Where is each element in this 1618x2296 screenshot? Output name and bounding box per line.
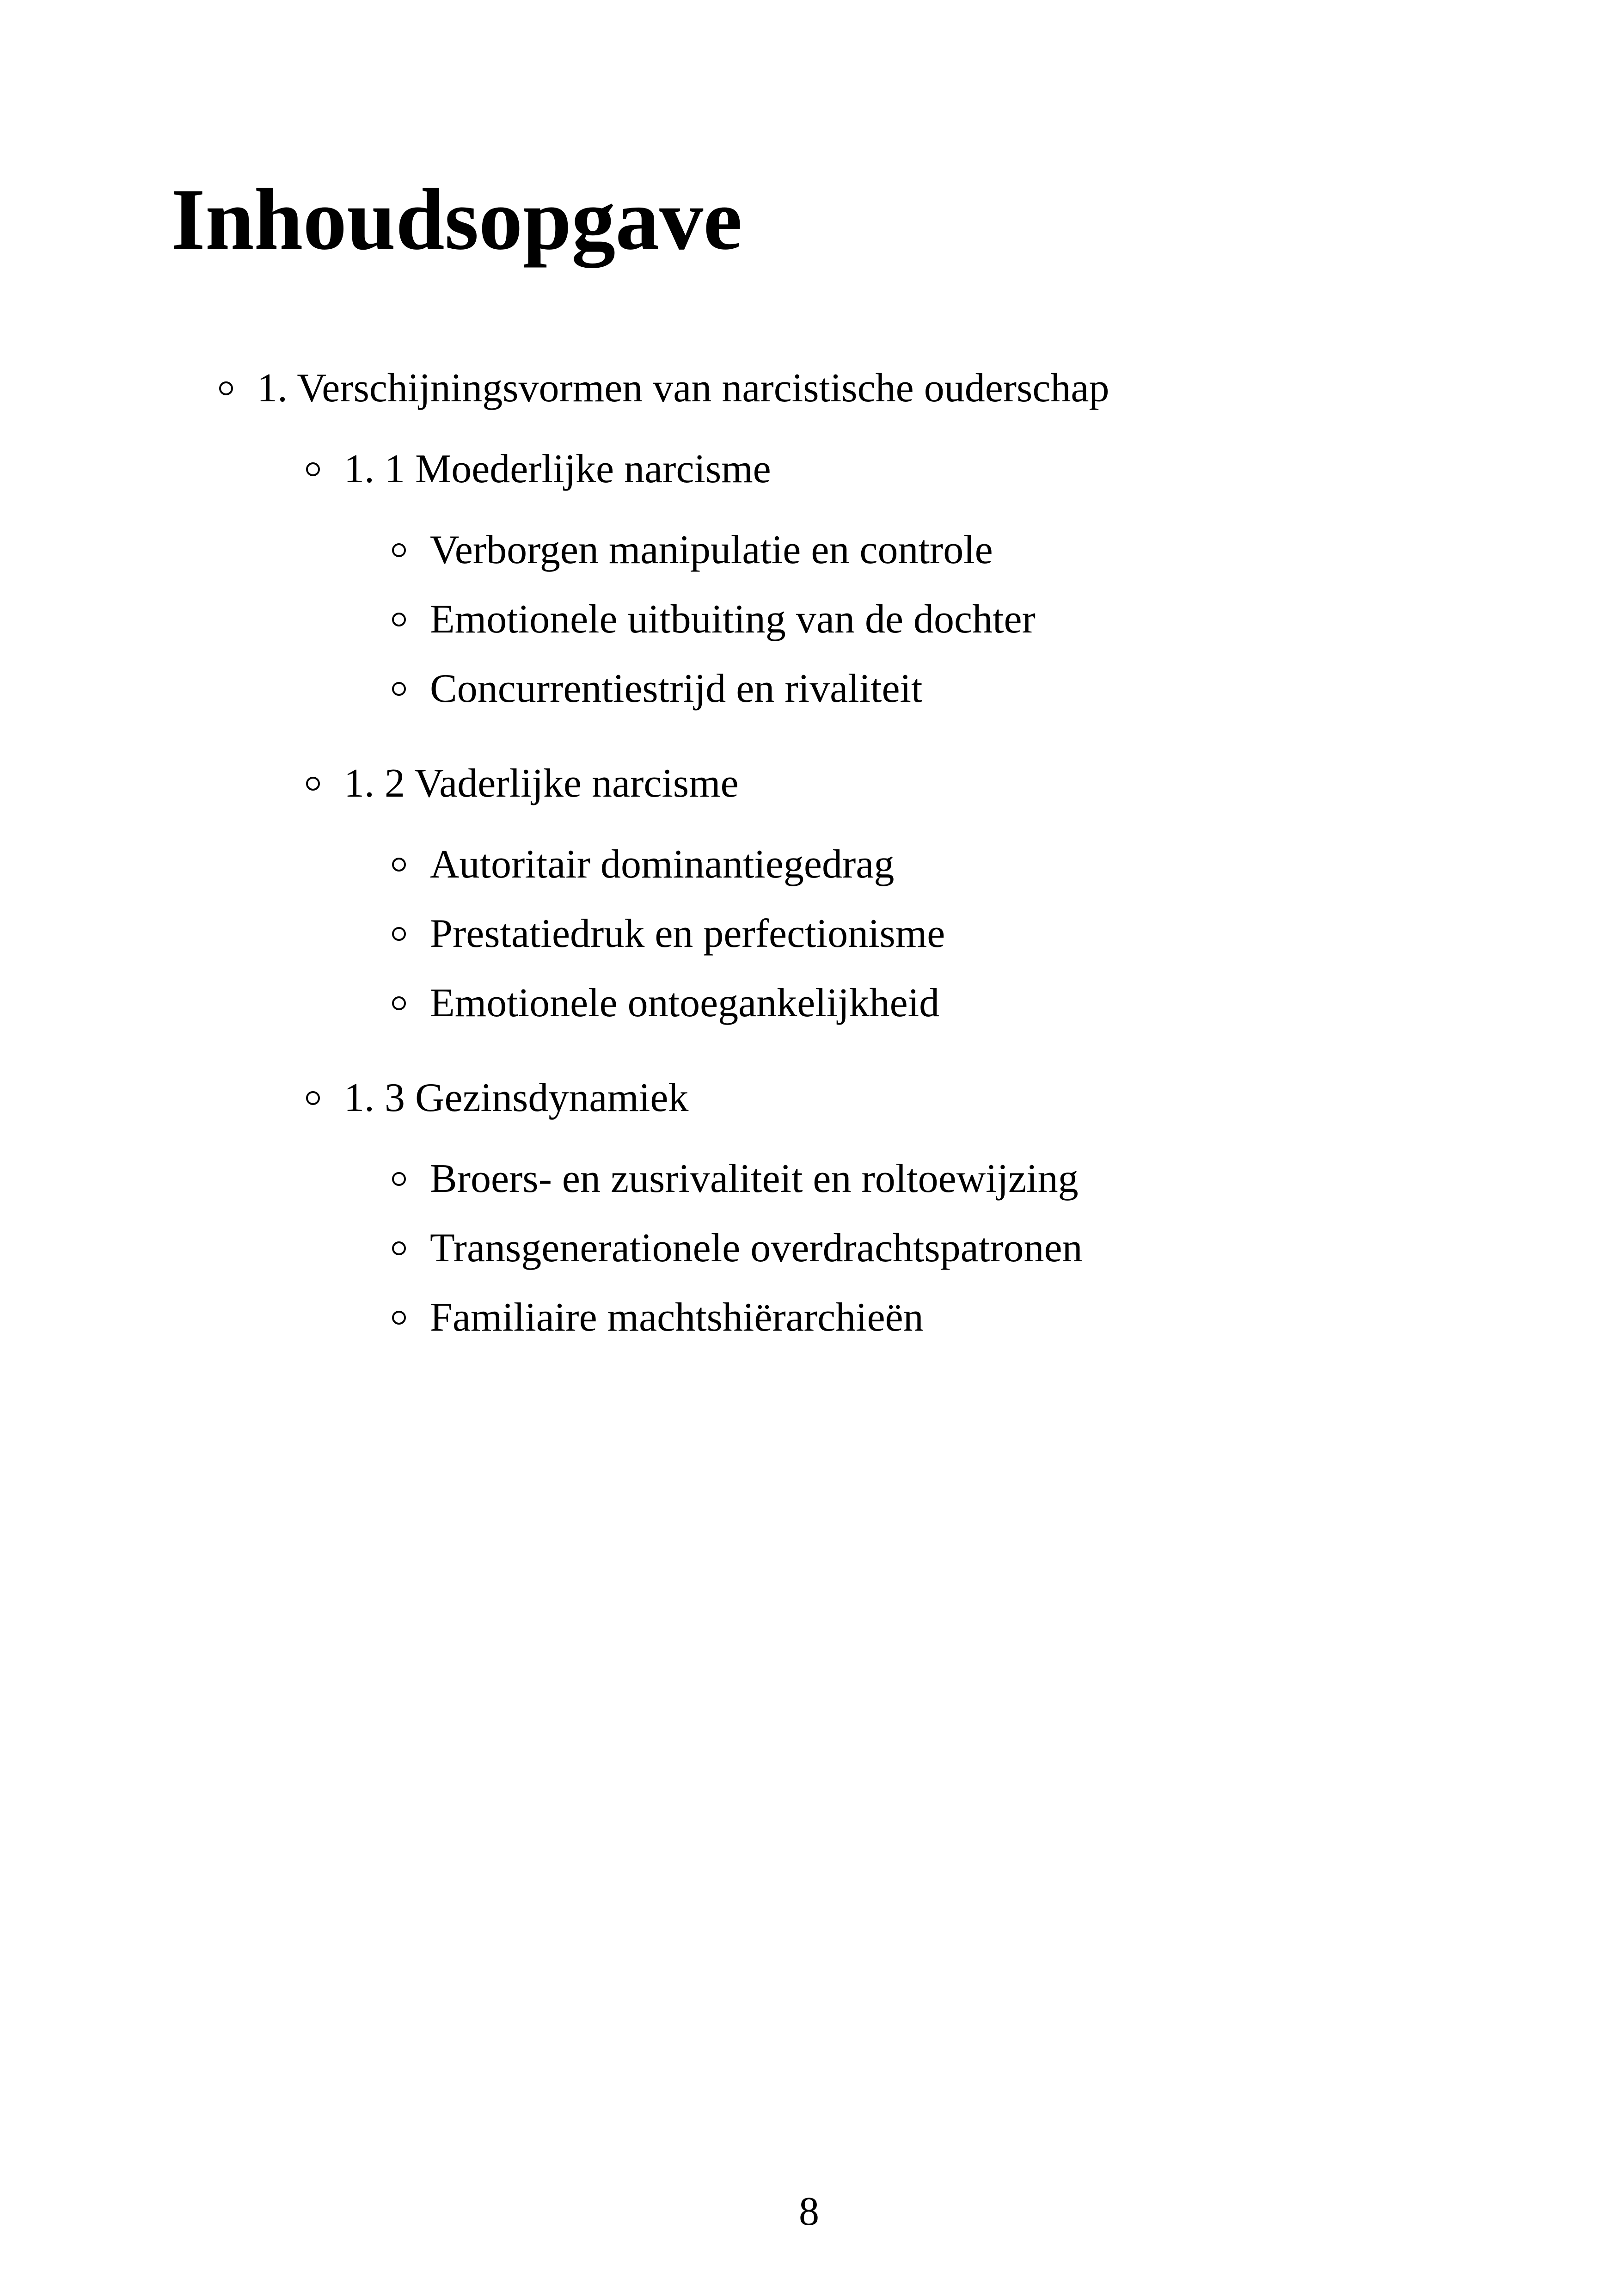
bullet-icon (392, 858, 406, 872)
bullet-icon (392, 613, 406, 626)
toc-item[interactable] (392, 592, 1036, 647)
toc-label: Concurrentiestrijd en rivaliteit (430, 666, 923, 711)
toc-label: 1. 1 Moederlijke narcisme (344, 447, 771, 491)
toc-chapter-1[interactable] (219, 361, 1109, 416)
toc-item[interactable] (392, 906, 945, 962)
toc-item[interactable] (392, 1290, 924, 1345)
toc-item[interactable] (392, 522, 993, 578)
toc-section-1-1[interactable] (306, 442, 771, 497)
bullet-icon (219, 381, 233, 395)
bullet-icon (392, 1241, 406, 1255)
toc-label: Prestatiedruk en perfectionisme (430, 911, 945, 956)
bullet-icon (392, 682, 406, 696)
toc-label: Familiaire machtshiërarchieën (430, 1295, 924, 1340)
bullet-icon (392, 543, 406, 557)
toc-section-1-2[interactable] (306, 756, 739, 811)
toc-label: Verborgen manipulatie en controle (430, 528, 993, 572)
toc-label: Autoritair dominantiegedrag (430, 842, 895, 887)
page-number: 8 (799, 2189, 819, 2234)
toc-label: Broers- en zusrivaliteit en roltoewijzing (430, 1156, 1079, 1201)
toc-label: Emotionele uitbuiting van de dochter (430, 597, 1036, 642)
toc-item[interactable] (392, 1151, 1079, 1207)
toc-section-1-3[interactable] (306, 1070, 688, 1126)
toc-item[interactable] (392, 837, 894, 892)
toc-item[interactable] (392, 976, 939, 1031)
toc-label: Emotionele ontoegankelijkheid (430, 981, 940, 1025)
bullet-icon (392, 1311, 406, 1325)
toc-label: 1. 2 Vaderlijke narcisme (344, 761, 739, 806)
toc-item[interactable] (392, 1221, 1083, 1276)
bullet-icon (392, 927, 406, 941)
bullet-icon (306, 777, 320, 791)
page-title: Inhoudsopgave (171, 171, 742, 268)
toc-item[interactable] (392, 661, 922, 717)
toc-label: Transgenerationele overdrachtspatronen (430, 1226, 1083, 1271)
bullet-icon (392, 996, 406, 1010)
bullet-icon (306, 1091, 320, 1105)
toc-label: 1. Verschijningsvormen van narcistische ouderschap (257, 366, 1109, 411)
bullet-icon (306, 462, 320, 476)
bullet-icon (392, 1172, 406, 1186)
toc-label: 1. 3 Gezinsdynamiek (344, 1075, 689, 1120)
